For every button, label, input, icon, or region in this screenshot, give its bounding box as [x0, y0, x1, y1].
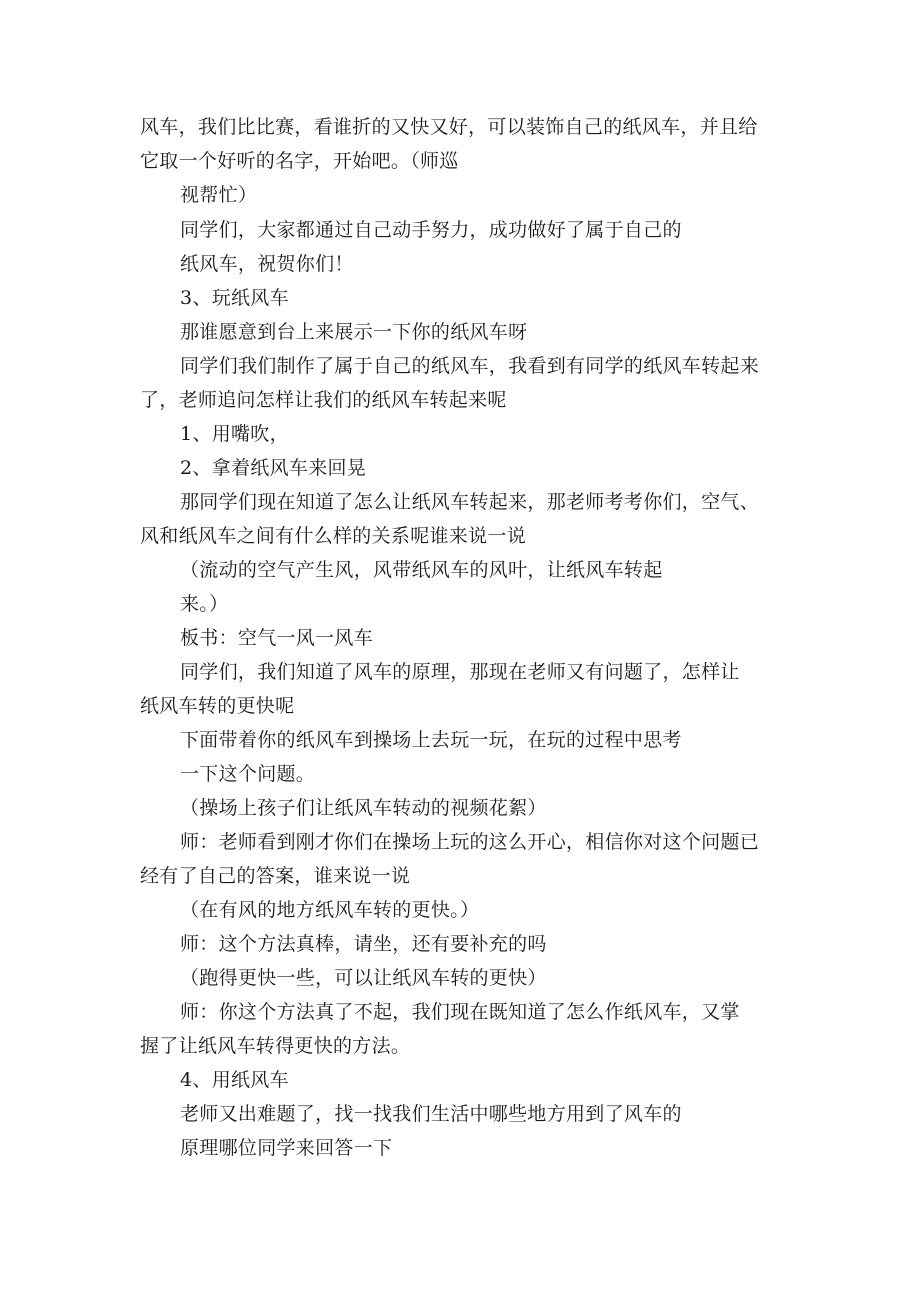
- text-line: （在有风的地方纸风车转的更快。）: [180, 899, 480, 921]
- text-line: 同学们我们制作了属于自己的纸风车，我看到有同学的纸风车转起来: [180, 355, 760, 377]
- text-line: （操场上孩子们让纸风车转动的视频花絮）: [180, 797, 547, 819]
- section-heading: 4、用纸风车: [180, 1069, 289, 1091]
- text-line: 它取一个好听的名字，开始吧。（师巡: [140, 150, 459, 172]
- text-line: 师：老师看到刚才你们在操场上玩的这么开心，相信你对这个问题已: [180, 831, 760, 853]
- text-line: 下面带着你的纸风车到操场上去玩一玩，在玩的过程中思考: [180, 729, 682, 751]
- text-line: 那同学们现在知道了怎么让纸风车转起来，那老师考考你们，空气、: [180, 491, 760, 513]
- text-line: 握了让纸风车转得更快的方法。: [140, 1035, 411, 1057]
- text-line: 师：你这个方法真了不起，我们现在既知道了怎么作纸风车，又掌: [180, 1001, 740, 1023]
- text-line: （流动的空气产生风，风带纸风车的风叶，让纸风车转起: [180, 559, 663, 581]
- section-heading: 3、玩纸风车: [180, 287, 289, 309]
- text-line: 同学们，我们知道了风车的原理，那现在老师又有问题了，怎样让: [180, 661, 740, 683]
- text-line: 来。）: [180, 593, 229, 615]
- text-line: 老师又出难题了，找一找我们生活中哪些地方用到了风车的: [180, 1103, 682, 1125]
- text-line: 风车，我们比比赛，看谁折的又快又好，可以装饰自己的纸风车，并且给: [140, 116, 758, 138]
- text-line: 风和纸风车之间有什么样的关系呢谁来说一说: [140, 525, 527, 547]
- text-line: 2、拿着纸风车来回晃: [180, 457, 367, 479]
- text-line: 板书：空气一风一风车: [180, 627, 374, 649]
- text-line: 纸风车转的更快呢: [140, 695, 295, 717]
- text-line: 一下这个问题。: [180, 763, 316, 785]
- text-line: 了，老师追问怎样让我们的纸风车转起来呢: [140, 389, 507, 411]
- text-line: 原理哪位同学来回答一下: [180, 1137, 393, 1159]
- text-line: 纸风车，祝贺你们！: [180, 253, 354, 275]
- text-line: （跑得更快一些，可以让纸风车转的更快）: [180, 967, 547, 989]
- text-line: 同学们，大家都通过自己动手努力，成功做好了属于自己的: [180, 219, 682, 241]
- text-line: 那谁愿意到台上来展示一下你的纸风车呀: [180, 321, 528, 343]
- text-line: 经有了自己的答案，谁来说一说: [140, 865, 411, 887]
- text-line: 师：这个方法真棒，请坐，还有要补充的吗: [180, 933, 547, 955]
- text-line: 视帮忙）: [180, 184, 258, 206]
- text-line: 1、用嘴吹，: [180, 423, 289, 445]
